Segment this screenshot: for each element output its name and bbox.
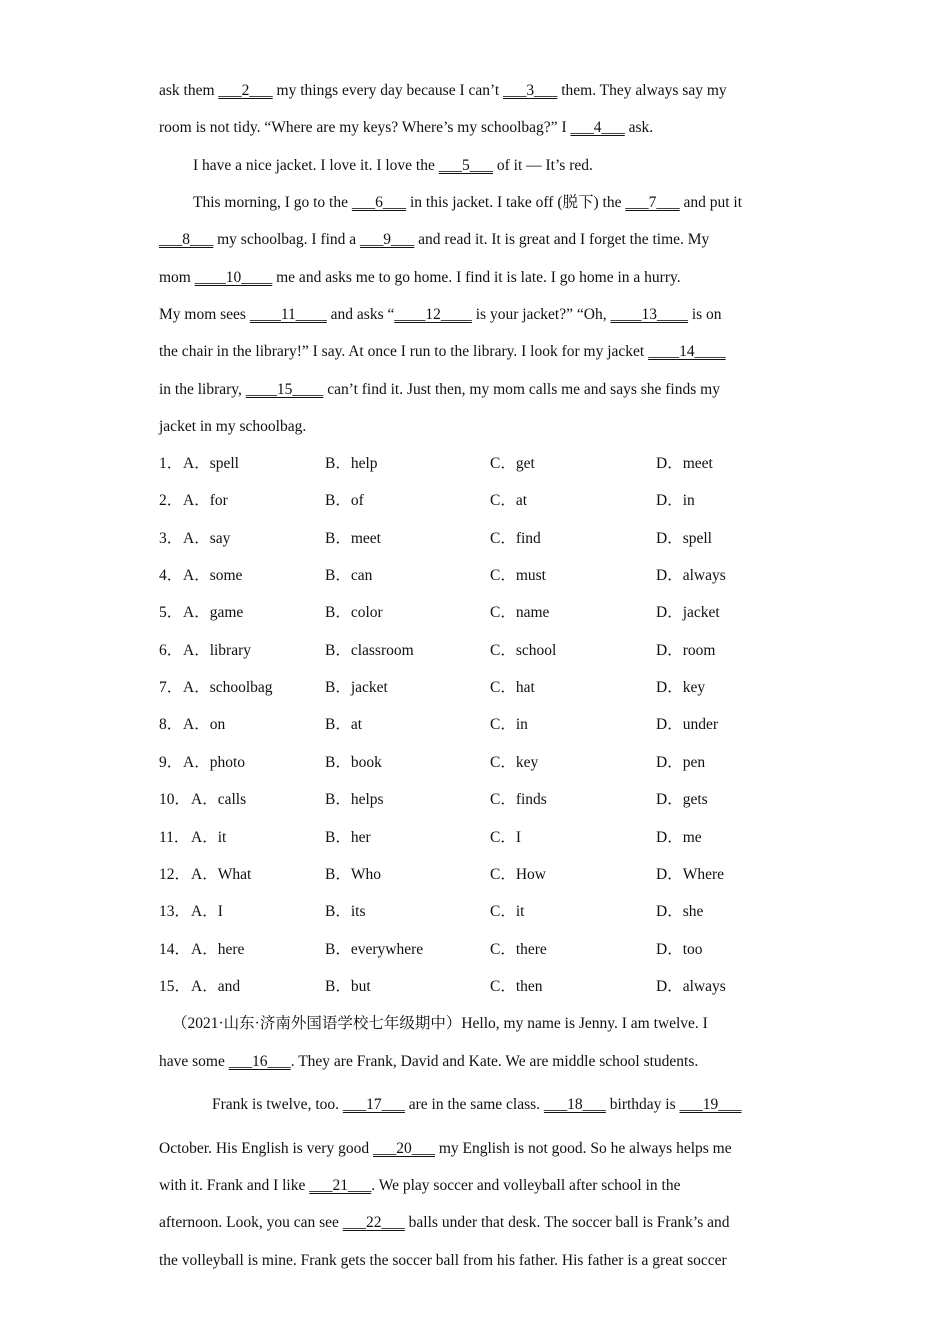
question-number: 9． (159, 754, 183, 771)
option-b: B．helps (325, 791, 384, 808)
option-a: A．calls (191, 791, 247, 808)
question-row (159, 715, 799, 735)
option-c: C．find (490, 530, 541, 547)
option-b: B．Who (325, 866, 381, 883)
blank-22: ___22___ (342, 1214, 405, 1231)
option-a: A．game (183, 604, 244, 621)
blank-19: ___19___ (679, 1096, 742, 1113)
question-row (159, 902, 799, 922)
option-d: D．in (656, 492, 695, 509)
passage1-line-6: mom ____10____ me and asks me to go home. I find it is late. I go home in a hurry. (159, 269, 681, 286)
blank-10: ____10____ (194, 269, 273, 286)
blank-3: ___3___ (503, 82, 558, 99)
blank-15: ____15____ (245, 381, 324, 398)
blank-13: ____13____ (610, 306, 688, 323)
option-c: C．How (490, 866, 546, 883)
option-c: C．school (490, 642, 557, 659)
blank-17: ___17___ (342, 1096, 405, 1113)
blank-16: ___16___ (228, 1053, 291, 1070)
option-c: C．at (490, 492, 528, 509)
passage2-line-7: the volleyball is mine. Frank gets the soccer ball from his father. His father is a great soccer (159, 1252, 727, 1269)
blank-12: ____12____ (394, 306, 472, 323)
option-d: D．under (656, 716, 718, 733)
option-a: A．What (191, 866, 252, 883)
option-c: C．there (490, 941, 547, 958)
option-c: C．must (490, 567, 546, 584)
passage1-line-1: ask them ___2___ my things every day because I can’t ___3___ them. They always say my (159, 82, 727, 99)
blank-18: ___18___ (543, 1096, 606, 1113)
option-d: D．too (656, 941, 703, 958)
blank-20: ___20___ (372, 1140, 435, 1157)
option-a: A．here (191, 941, 245, 958)
option-c: C．name (490, 604, 550, 621)
option-d: D．always (656, 978, 726, 995)
passage2-line-1: （2021·山东·济南外国语学校七年级期中）Hello, my name is Jenny. I am twelve. I (172, 1015, 708, 1032)
option-a: A．and (191, 978, 241, 995)
question-number: 14． (159, 941, 191, 958)
option-b: B．of (325, 492, 364, 509)
passage1-line-8: the chair in the library!” I say. At once I run to the library. I look for my jacket ____14____ (159, 343, 726, 360)
blank-9: ___9___ (360, 231, 415, 248)
question-row (159, 566, 799, 586)
option-a: A．photo (183, 754, 246, 771)
option-d: D．jacket (656, 604, 720, 621)
passage1-line-3: I have a nice jacket. I love it. I love the ___5___ of it — It’s red. (193, 157, 593, 174)
option-b: B．everywhere (325, 941, 424, 958)
question-row (159, 940, 799, 960)
question-number: 13． (159, 903, 191, 920)
question-number: 3． (159, 530, 183, 547)
option-b: B．color (325, 604, 383, 621)
option-d: D．me (656, 829, 702, 846)
option-a: A．on (183, 716, 226, 733)
question-row (159, 603, 799, 623)
question-number: 5． (159, 604, 183, 621)
option-b: B．at (325, 716, 363, 733)
blank-5: ___5___ (438, 157, 493, 174)
option-b: B．its (325, 903, 366, 920)
option-c: C．key (490, 754, 539, 771)
option-d: D．gets (656, 791, 708, 808)
question-row (159, 753, 799, 773)
question-row (159, 454, 799, 474)
question-row (159, 641, 799, 661)
option-b: B．classroom (325, 642, 414, 659)
passage2-line-2: have some ___16___. They are Frank, David and Kate. We are middle school students. (159, 1053, 699, 1070)
question-row (159, 828, 799, 848)
option-d: D．room (656, 642, 716, 659)
option-d: D．Where (656, 866, 724, 883)
option-b: B．but (325, 978, 371, 995)
passage2-line-5: with it. Frank and I like ___21___. We play soccer and volleyball after school in the (159, 1177, 681, 1194)
blank-4: ___4___ (570, 119, 625, 136)
option-a: A．for (183, 492, 228, 509)
question-number: 6． (159, 642, 183, 659)
option-a: A．schoolbag (183, 679, 273, 696)
option-c: C．then (490, 978, 543, 995)
option-c: C．finds (490, 791, 547, 808)
passage2-line-3: Frank is twelve, too. ___17___ are in the same class. ___18___ birthday is ___19___ (212, 1096, 742, 1113)
option-b: B．book (325, 754, 382, 771)
question-row (159, 529, 799, 549)
passage1-line-2: room is not tidy. “Where are my keys? Where’s my schoolbag?” I ___4___ ask. (159, 119, 654, 136)
passage1-line-9: in the library, ____15____ can’t find it. Just then, my mom calls me and says she finds my (159, 381, 720, 398)
blank-2: ___2___ (218, 82, 273, 99)
option-d: D．she (656, 903, 704, 920)
question-row (159, 865, 799, 885)
option-a: A．say (183, 530, 231, 547)
question-row (159, 678, 799, 698)
question-number: 12． (159, 866, 191, 883)
blank-7: ___7___ (625, 194, 680, 211)
option-a: A．it (191, 829, 227, 846)
question-number: 15． (159, 978, 191, 995)
question-number: 8． (159, 716, 183, 733)
passage1-line-5: ___8___ my schoolbag. I find a ___9___ and read it. It is great and I forget the time. My (159, 231, 710, 248)
option-a: A．some (183, 567, 243, 584)
passage2-line-6: afternoon. Look, you can see ___22___ balls under that desk. The soccer ball is Frank’s and (159, 1214, 730, 1231)
blank-11: ____11____ (249, 306, 327, 323)
blank-21: ___21___ (309, 1177, 372, 1194)
question-row (159, 491, 799, 511)
question-number: 11． (159, 829, 190, 846)
option-a: A．I (191, 903, 223, 920)
option-d: D．always (656, 567, 726, 584)
option-d: D．key (656, 679, 706, 696)
option-b: B．meet (325, 530, 381, 547)
option-c: C．I (490, 829, 522, 846)
option-c: C．it (490, 903, 525, 920)
question-row (159, 977, 799, 997)
option-b: B．help (325, 455, 378, 472)
option-a: A．library (183, 642, 252, 659)
passage1-line-4: This morning, I go to the ___6___ in this jacket. I take off (脱下) the ___7___ and put it (193, 194, 743, 211)
question-number: 4． (159, 567, 183, 584)
passage1-line-7: My mom sees ____11____ and asks “____12____ is your jacket?” “Oh, ____13____ is on (159, 306, 722, 323)
option-d: D．pen (656, 754, 706, 771)
blank-14: ____14____ (648, 343, 726, 360)
option-c: C．get (490, 455, 535, 472)
option-c: C．hat (490, 679, 535, 696)
question-number: 2． (159, 492, 183, 509)
option-a: A．spell (183, 455, 239, 472)
option-b: B．can (325, 567, 373, 584)
blank-8: ___8___ (159, 231, 214, 248)
option-d: D．spell (656, 530, 712, 547)
option-b: B．her (325, 829, 371, 846)
blank-6: ___6___ (351, 194, 407, 211)
option-d: D．meet (656, 455, 713, 472)
question-row (159, 790, 799, 810)
option-c: C．in (490, 716, 528, 733)
question-number: 10． (159, 791, 191, 808)
option-b: B．jacket (325, 679, 388, 696)
question-number: 7． (159, 679, 183, 696)
passage1-line-10: jacket in my schoolbag. (159, 418, 307, 435)
question-number: 1． (159, 455, 183, 472)
passage2-line-4: October. His English is very good ___20___ my English is not good. So he always helps me (159, 1140, 732, 1157)
